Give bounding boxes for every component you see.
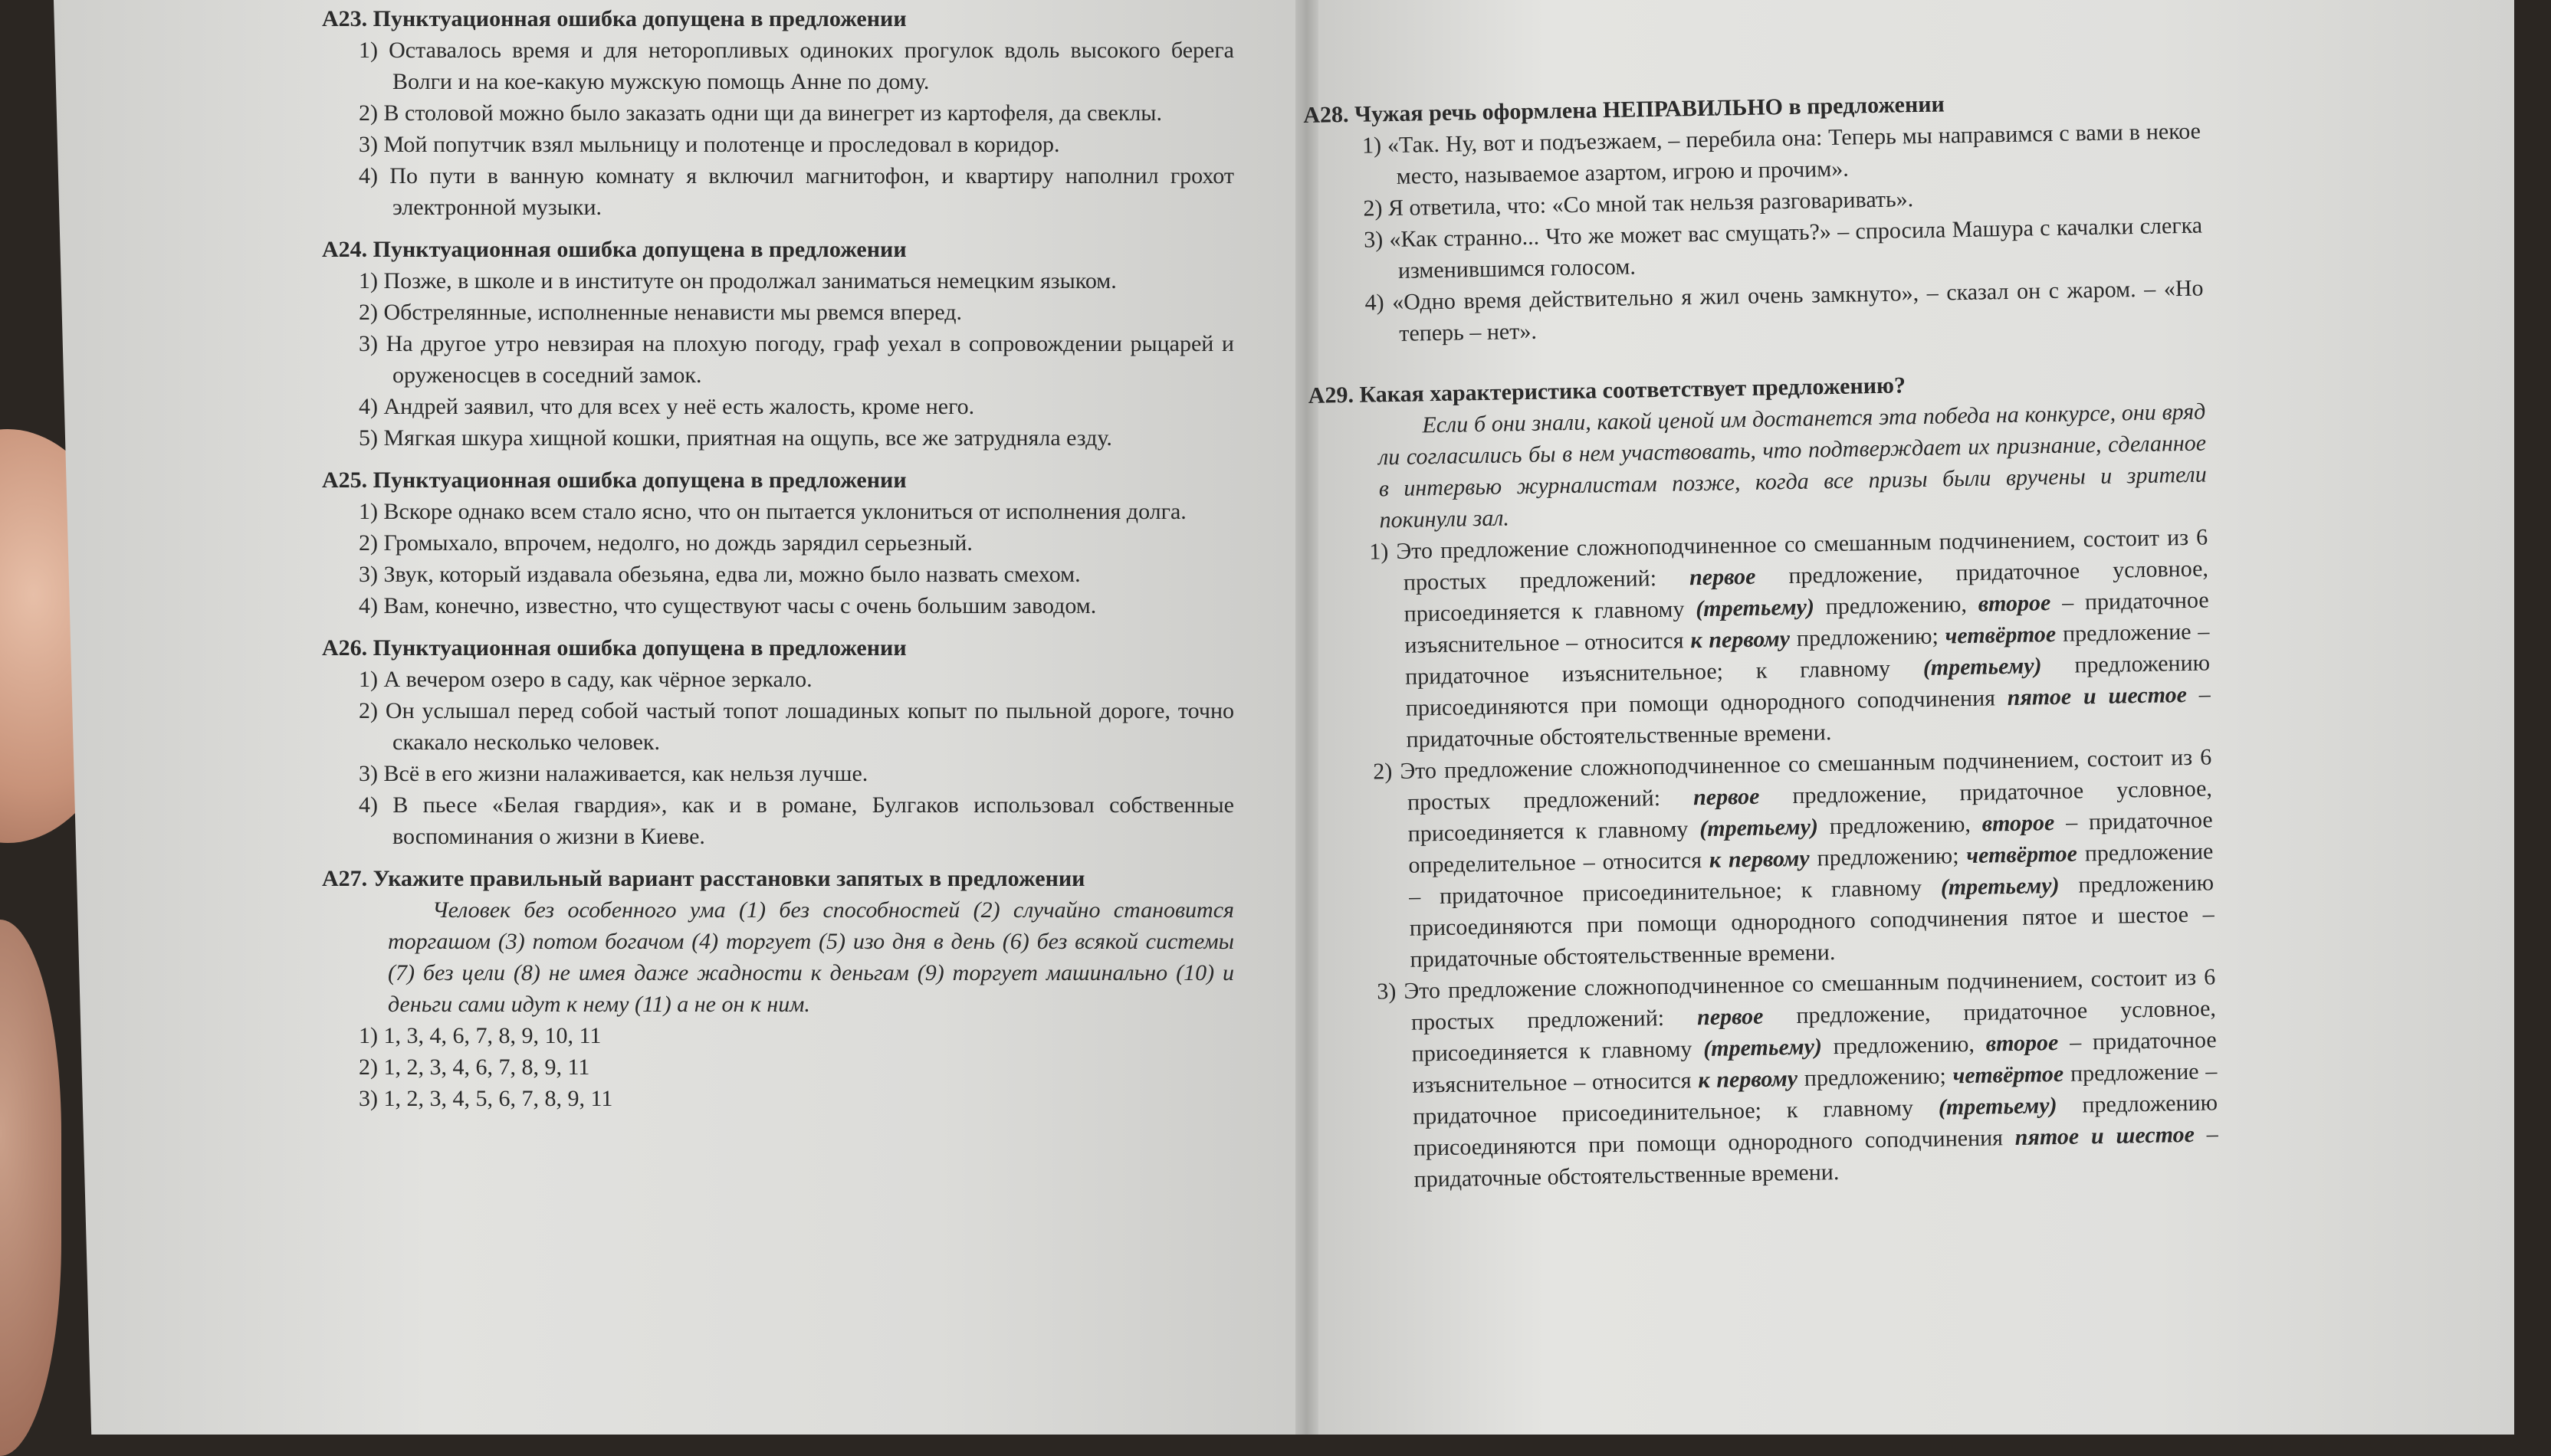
answer-option: 3) Звук, который издавала обезьяна, едва ли, можно было назвать смехом. (359, 562, 1081, 587)
right-column (1303, 91, 2219, 1197)
question-heading: А26. Пунктуационная ошибка допущена в предложении (322, 635, 907, 661)
answer-option: 4) В пьесе «Белая гвардия», как и в романе, Булгаков использовал собственные воспоминания о жизни в Киеве. (359, 792, 1234, 849)
question-a29 (1308, 365, 2218, 1197)
answer-option: 4) Андрей заявил, что для всех у неё есть жалость, кроме него. (359, 394, 975, 419)
answer-option: 3) «Как странно... Что же может вас смущать?» – спросила Машура с качалки слегка изменившимся голосом. (1363, 212, 2203, 284)
answer-option: 2) Громыхало, впрочем, недолго, но дождь зарядил серьезный. (359, 530, 973, 556)
question-heading: А29. Какая характеристика соответствует предложению? (1308, 372, 1906, 408)
answer-option: 2) 1, 2, 3, 4, 6, 7, 8, 9, 11 (359, 1054, 590, 1080)
answer-option: 1) Это предложение сложноподчиненное со смешанным подчинением, состоит из 6 простых предложений: первое предложение, придаточное условное, присоединяется к главному (третьему) предложению, второе – придаточное изъяснительное – относится к первому предложению; четвёртое предложение – придаточное изъяснительное; к главному (третьему) предложению присоединяются при помощи однородного соподчинения пятое и шестое – придаточные обстоятельственные времени. (1369, 524, 2211, 753)
answer-option: 3) Мой попутчик взял мыльницу и полотенце и проследовал в коридор. (359, 132, 1060, 157)
question-heading: А23. Пунктуационная ошибка допущена в предложении (322, 6, 907, 31)
question-a28 (1303, 84, 2205, 351)
answer-option: 2) Обстрелянные, исполненные ненависти мы рвемся вперед. (359, 300, 963, 325)
answer-option: 2) Он услышал перед собой частый топот лошадиных копыт по пыльной дороге, точно скакало несколько человек. (359, 698, 1234, 755)
answer-option: 3) Всё в его жизни налаживается, как нельзя лучше. (359, 761, 868, 786)
answer-option: 1) «Так. Ну, вот и подъезжаем, – перебила она: Теперь мы направимся с вами в некое место, называемое азартом, игрою и прочим». (1361, 118, 2201, 189)
task-sentence: Человек без особенного ума (1) без способностей (2) случайно становится торгашом (3) потом богачом (4) торгует (5) изо дня в день (6) без всякой системы (7) без цели (8) не имея даже жадности к деньгам (9) торгует машинально (10) и деньги сами идут к нему (11) а не он к ним. (388, 897, 1234, 1017)
answer-option: 3) Это предложение сложноподчиненное со смешанным подчинением, состоит из 6 простых предложений: первое предложение, придаточное условное, присоединяется к главному (третьему) предложению, второе – придаточное изъяснительное – относится к первому предложению; четвёртое предложение – придаточное присоединительное; к главному (третьему) предложению присоединяются при помощи однородного соподчинения пятое и шестое – придаточные обстоятельственные времени. (1377, 964, 2219, 1192)
question-a23 (322, 3, 1234, 223)
task-sentence: Если б они знали, какой ценой им достанется эта победа на конкурсе, они вряд ли согласились бы в нем участвовать, что подтверждает их признание, сделанное в интервью журналистам позже, когда все призы были вручены и зрители покинули зал. (1377, 398, 2208, 533)
question-heading: А25. Пунктуационная ошибка допущена в предложении (322, 467, 907, 493)
answer-option: 2) Я ответила, что: «Со мной так нельзя разговаривать». (1363, 186, 1914, 221)
answer-option: 2) В столовой можно было заказать одни щи да винегрет из картофеля, да свеклы. (359, 100, 1162, 126)
answer-option: 3) 1, 2, 3, 4, 5, 6, 7, 8, 9, 11 (359, 1086, 613, 1111)
answer-option: 4) «Одно время действительно я жил очень замкнуто», – сказал он с жаром. – «Но теперь – нет». (1364, 275, 2204, 346)
answer-option: 1) А вечером озеро в саду, как чёрное зеркало. (359, 667, 813, 692)
question-heading: А28. Чужая речь оформлена НЕПРАВИЛЬНО в предложении (1303, 91, 1945, 128)
answer-option: 4) По пути в ванную комнату я включил магнитофон, и квартиру наполнил грохот электронной музыки. (359, 163, 1234, 220)
question-a27 (322, 863, 1234, 1114)
answer-option: 1) Вскоре однако всем стало ясно, что он пытается уклониться от исполнения долга. (359, 499, 1187, 524)
left-column (322, 3, 1234, 1114)
question-heading: А27. Укажите правильный вариант расстановки запятых в предложении (322, 866, 1085, 891)
answer-option: 1) 1, 3, 4, 6, 7, 8, 9, 10, 11 (359, 1023, 602, 1048)
answer-option: 3) На другое утро невзирая на плохую погоду, граф уехал в сопровождении рыцарей и оруженосцев в соседний замок. (359, 331, 1234, 388)
answer-option: 2) Это предложение сложноподчиненное со смешанным подчинением, состоит из 6 простых предложений: первое предложение, придаточное условное, присоединяется к главному (третьему) предложению, второе – придаточное определительное – относится к первому предложению; четвёртое предложение – придаточное присоединительное; к главному (третьему) предложению присоединяются при помощи однородного соподчинения пятое и шестое – придаточные обстоятельственные времени. (1373, 744, 2215, 972)
answer-option: 1) Оставалось время и для неторопливых одиноких прогулок вдоль высокого берега Волги и на кое-какую мужскую помощь Анне по дому. (359, 38, 1234, 94)
answer-option: 5) Мягкая шкура хищной кошки, приятная на ощупь, все же затрудняла езду. (359, 425, 1112, 451)
finger-photo (0, 920, 61, 1456)
question-heading: А24. Пунктуационная ошибка допущена в предложении (322, 237, 907, 262)
answer-option: 1) Позже, в школе и в институте он продолжал заниматься немецким языком. (359, 268, 1117, 293)
answer-option: 4) Вам, конечно, известно, что существуют часы с очень большим заводом. (359, 593, 1097, 618)
question-a26 (322, 632, 1234, 852)
question-a24 (322, 234, 1234, 454)
question-a25 (322, 464, 1234, 621)
